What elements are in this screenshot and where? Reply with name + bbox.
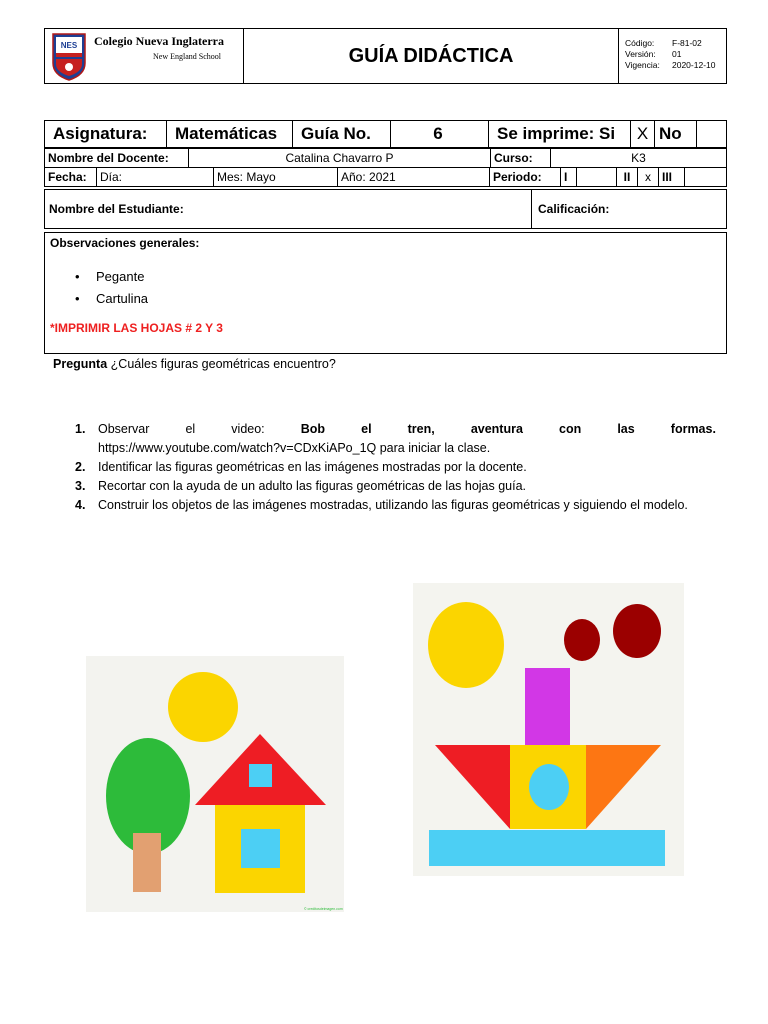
step-text: Construir los objetos de las imágenes mostradas, utilizando las figuras geométricas y siguiendo el modelo. [98,498,688,512]
observations-box [44,232,727,354]
step-3 [75,477,716,496]
smoke-circle-small [564,619,600,661]
step-1 [75,420,716,458]
student-name-label: Nombre del Estudiante: [49,202,184,216]
school-subtitle: New England School [153,52,221,61]
sun-circle [428,602,504,688]
print-label: Se imprime: Si [489,121,631,148]
step-1-line-1 [98,420,716,439]
meta-code-value: F-81-02 [672,38,702,48]
teacher-value: Catalina Chavarro P [189,149,491,168]
period-ii-label: II [617,168,638,187]
date-label: Fecha: [45,168,97,187]
print-warning: *IMPRIMIR LAS HOJAS # 2 Y 3 [50,321,223,335]
subject-value: Matemáticas [167,121,293,148]
meta-code-label: Código: [625,38,655,48]
bullet: • [75,269,80,284]
sun-circle [168,672,238,742]
course-label: Curso: [491,149,551,168]
tree-trunk-rect [133,833,161,892]
step-number: 4. [75,498,86,512]
period-iii-box[interactable] [685,168,727,187]
smoke-circle-large [613,604,661,658]
observations-title: Observaciones generales: [50,236,200,250]
school-crest-icon [52,33,86,81]
guiding-question [53,357,336,371]
teacher-label: Nombre del Docente: [45,149,189,168]
subject-table [44,120,727,148]
meta-validity-value: 2020-12-10 [672,60,716,70]
step-number: 1. [75,422,86,436]
step-text: Recortar con la ayuda de un adulto las figuras geométricas de las hojas guía. [98,479,527,493]
base-rect [429,830,665,866]
video-link-line[interactable]: https://www.youtube.com/watch?v=CDxKiAPo_1Q para iniciar la clase. [98,441,491,455]
image-watermark: © creditosdeimagen.com [304,907,343,911]
meta-version-value: 01 [672,49,682,59]
right-triangle [586,745,661,829]
video-title-word: aventura [470,422,523,436]
porthole-circle [529,764,569,810]
chimney-rect [525,668,570,745]
word: Observar [98,422,150,436]
student-name-field[interactable] [45,190,532,228]
video-title-word: formas. [670,422,716,436]
period-label: Periodo: [490,168,561,187]
video-title-word: con [559,422,582,436]
question-text: ¿Cuáles figuras geométricas encuentro? [107,357,336,371]
day-field[interactable]: Día: [97,168,214,187]
step-number: 3. [75,479,86,493]
print-no-label: No [655,121,697,148]
period-i-box[interactable] [577,168,617,187]
bullet: • [75,291,80,306]
teacher-table [44,148,727,168]
list-item [75,269,144,284]
document-header [44,28,727,84]
house-window-square [241,829,280,868]
grade-field[interactable] [532,190,726,228]
house-tree-picture [86,656,344,912]
period-ii-mark[interactable]: x [638,168,659,187]
step-2 [75,458,716,477]
period-iii-label: III [659,168,685,187]
print-no-box[interactable] [697,121,727,148]
document-meta [619,29,726,83]
left-triangle [435,745,510,829]
word: video: [231,422,265,436]
step-text: Identificar las figuras geométricas en las imágenes mostradas por la docente. [98,460,527,474]
grade-label: Calificación: [538,202,610,216]
school-block [45,29,244,83]
meta-version-label: Versión: [625,49,656,59]
list-item-text: Cartulina [96,291,149,306]
month-field: Mes: Mayo [214,168,338,187]
video-title-word: tren, [407,422,435,436]
boat-picture [413,583,684,876]
guide-label: Guía No. [293,121,391,148]
year-field: Año: 2021 [338,168,490,187]
question-label: Pregunta [53,357,108,371]
list-item [75,291,148,306]
print-yes-mark[interactable]: X [631,121,655,148]
guide-value: 6 [391,121,489,148]
step-number: 2. [75,460,86,474]
period-i-label: I [561,168,577,187]
course-value: K3 [551,149,727,168]
document-title: GUÍA DIDÁCTICA [244,29,619,83]
instructions-list [75,420,716,515]
date-table [44,167,727,187]
roof-window-square [249,764,272,787]
list-item-text: Pegante [96,269,145,284]
video-title-word: Bob [300,422,326,436]
school-name: Colegio Nueva Inglaterra [94,34,224,48]
step-4 [75,496,716,515]
meta-validity-label: Vigencia: [625,60,660,70]
video-title-word: las [617,422,635,436]
student-row [44,189,727,229]
word: el [185,422,196,436]
subject-label: Asignatura: [45,121,167,148]
crest-text: NES [60,41,78,50]
video-title-word: el [361,422,372,436]
